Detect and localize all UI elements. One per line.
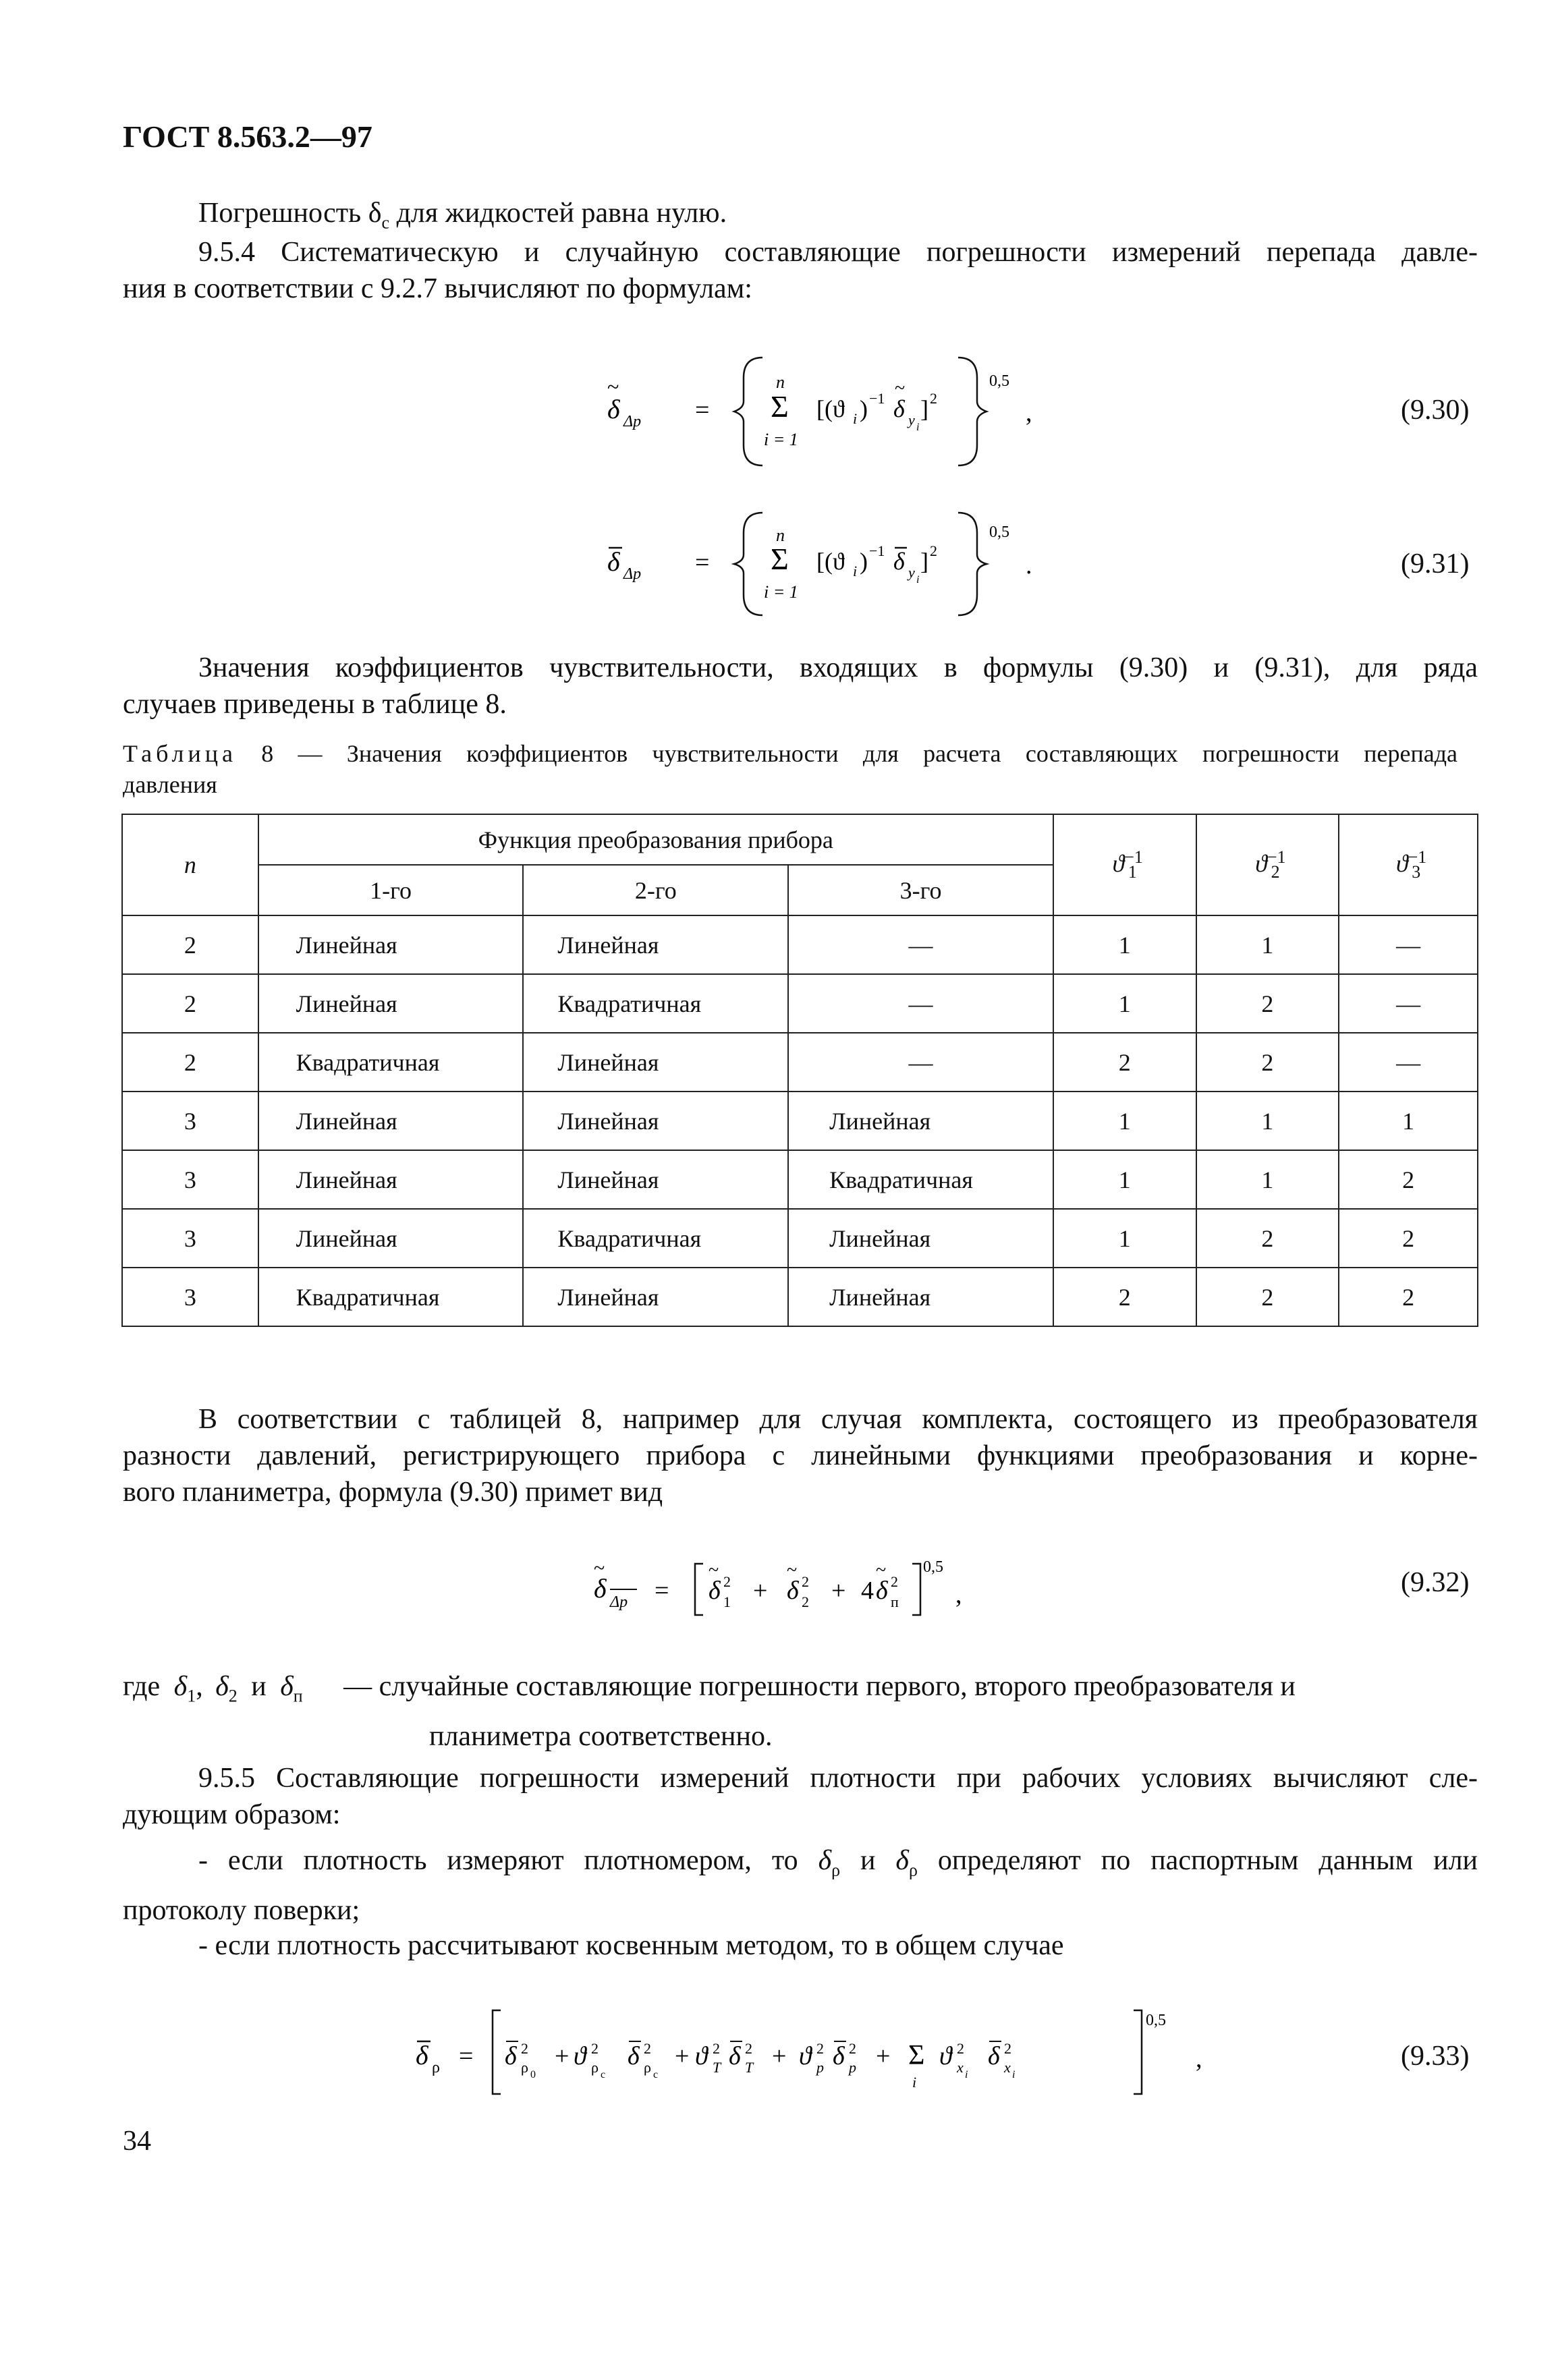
svg-text:~: ~ bbox=[787, 1560, 798, 1581]
eq930-sum-bottom: i = 1 bbox=[764, 430, 798, 449]
table-cell: 2 bbox=[1339, 1150, 1478, 1209]
eq933-power: 0,5 bbox=[1146, 2012, 1166, 2029]
svg-text:2: 2 bbox=[521, 2040, 528, 2057]
svg-text:c: c bbox=[653, 2069, 659, 2080]
svg-text:,: , bbox=[955, 1581, 962, 1609]
table-cell: Линейная bbox=[258, 974, 524, 1033]
table-cell: Линейная bbox=[258, 1150, 524, 1209]
table-cell: 1 bbox=[1053, 1092, 1196, 1150]
svg-text:p: p bbox=[816, 2059, 824, 2076]
paragraph-example-line2: разности давлений, регистрирующего прибора с линейными функциями преобразования и корне- bbox=[123, 1440, 1478, 1471]
svg-text:2: 2 bbox=[591, 2040, 599, 2057]
equation-9-30 bbox=[594, 337, 1080, 472]
svg-text:δ: δ bbox=[729, 2042, 741, 2070]
table-cell: 1 bbox=[1053, 1150, 1196, 1209]
svg-text:δ: δ bbox=[628, 2042, 640, 2070]
svg-text:ϑ: ϑ bbox=[574, 2042, 586, 2070]
table-caption bbox=[123, 738, 1457, 800]
svg-text:2: 2 bbox=[849, 2040, 856, 2057]
table-cell: — bbox=[1339, 1033, 1478, 1092]
table-cell: 2 bbox=[122, 1033, 258, 1092]
table-cell: 2 bbox=[1053, 1268, 1196, 1326]
table-cell: 2 bbox=[1053, 1033, 1196, 1092]
table-cell: Линейная bbox=[523, 1033, 788, 1092]
svg-text:i: i bbox=[965, 2069, 968, 2080]
table-cell: 3 bbox=[122, 1268, 258, 1326]
table-cell: — bbox=[788, 974, 1053, 1033]
svg-text:+: + bbox=[555, 2042, 569, 2070]
svg-text:y: y bbox=[908, 564, 915, 581]
svg-text:2: 2 bbox=[802, 1573, 809, 1590]
table-cell: Квадратичная bbox=[788, 1150, 1053, 1209]
svg-text:ρ: ρ bbox=[521, 2059, 528, 2076]
svg-text:): ) bbox=[860, 548, 868, 575]
svg-text:i: i bbox=[912, 2074, 917, 2091]
svg-text:Σ: Σ bbox=[771, 389, 789, 424]
table-row bbox=[122, 974, 1478, 1033]
table-cell: Линейная bbox=[258, 1209, 524, 1268]
table-cell: Линейная bbox=[523, 1268, 788, 1326]
svg-text:x: x bbox=[1004, 2059, 1011, 2076]
table-row bbox=[122, 1209, 1478, 1268]
svg-text:]: ] bbox=[920, 548, 928, 575]
eq931-sum-top: n bbox=[776, 526, 785, 545]
svg-text:i: i bbox=[853, 563, 858, 579]
svg-text:δ: δ bbox=[594, 1573, 607, 1604]
table-caption-label: Таблица bbox=[123, 740, 237, 767]
svg-text:п: п bbox=[891, 1593, 899, 1610]
svg-text:[(ϑ: [(ϑ bbox=[816, 395, 845, 422]
table-cell: — bbox=[1339, 974, 1478, 1033]
eq932-power: 0,5 bbox=[923, 1558, 943, 1576]
where-prefix: где bbox=[123, 1671, 161, 1702]
svg-text:i: i bbox=[853, 410, 858, 427]
table-cell: Квадратичная bbox=[258, 1268, 524, 1326]
table-cell: 2 bbox=[122, 974, 258, 1033]
document-header: ГОСТ 8.563.2—97 bbox=[123, 119, 372, 154]
svg-text:2: 2 bbox=[816, 2040, 824, 2057]
where-text: — случайные составляющие погрешности первого, второго преобразователя и bbox=[343, 1671, 1296, 1702]
svg-text:δ: δ bbox=[893, 395, 905, 422]
table-caption-line2: давления bbox=[123, 771, 217, 798]
bullet1-a: - если плотность измеряют плотномером, то bbox=[198, 1845, 798, 1876]
page-number: 34 bbox=[123, 2126, 151, 2157]
table-cell: 2 bbox=[1196, 1033, 1339, 1092]
table-cell: 1 bbox=[1339, 1092, 1478, 1150]
table-cell: 3 bbox=[122, 1209, 258, 1268]
svg-text:y: y bbox=[908, 412, 915, 428]
svg-text:~: ~ bbox=[876, 1560, 887, 1581]
where-clause: где $\delta_1$, $\delta_2$ и $\delta_п$ — случайные составляющие погрешности первого, второго преобразователя и bbox=[123, 1671, 1296, 1706]
paragraph-sensitivity-line2: случаев приведены в таблице 8. bbox=[123, 689, 507, 720]
svg-text:i: i bbox=[916, 574, 920, 586]
svg-text:−1: −1 bbox=[869, 542, 885, 559]
paragraph-9-5-5-line1: 9.5.5 Составляющие погрешности измерений плотности при рабочих условиях вычисляют сле- bbox=[198, 1763, 1478, 1794]
svg-text:δ: δ bbox=[708, 1577, 721, 1605]
col-header-theta2: $ϑ^{-1}_2$ bbox=[1196, 814, 1339, 915]
table-8 bbox=[121, 814, 1478, 1327]
where-and: и bbox=[251, 1671, 267, 1702]
table-row bbox=[122, 1150, 1478, 1209]
svg-text:x: x bbox=[957, 2059, 964, 2076]
table-cell: 2 bbox=[1196, 1209, 1339, 1268]
svg-text:=: = bbox=[655, 1577, 669, 1605]
svg-text:+: + bbox=[753, 1577, 768, 1605]
svg-text:δ: δ bbox=[607, 394, 620, 424]
svg-text:ρ: ρ bbox=[591, 2059, 599, 2076]
svg-text:i: i bbox=[1012, 2069, 1016, 2080]
para1-end: для жидкостей равна нулю. bbox=[396, 198, 727, 229]
svg-text:2: 2 bbox=[644, 2040, 651, 2057]
bullet1-b: определяют по паспортным данным или bbox=[937, 1845, 1478, 1876]
eq933-number: (9.33) bbox=[1401, 2041, 1470, 2072]
svg-text:δ: δ bbox=[787, 1577, 799, 1605]
table-cell: Квадратичная bbox=[523, 1209, 788, 1268]
svg-text:Σ: Σ bbox=[908, 2040, 925, 2071]
svg-text:Δp: Δp bbox=[623, 413, 642, 430]
paragraph-example-line1: В соответствии с таблицей 8, например для случая комплекта, состоящего из преобразователя bbox=[198, 1404, 1478, 1435]
svg-text:δ: δ bbox=[988, 2042, 1000, 2070]
bullet1-and: и bbox=[860, 1845, 876, 1876]
table-row bbox=[122, 1092, 1478, 1150]
col-header-theta1: $ϑ^{-1}_1$ bbox=[1053, 814, 1196, 915]
svg-text:ϑ: ϑ bbox=[799, 2042, 812, 2070]
svg-text:2: 2 bbox=[930, 390, 937, 407]
svg-text:+: + bbox=[831, 1577, 846, 1605]
svg-text:ϑ: ϑ bbox=[695, 2042, 708, 2070]
table-cell: Линейная bbox=[523, 1092, 788, 1150]
svg-text:2: 2 bbox=[802, 1593, 809, 1610]
table-cell: 3 bbox=[122, 1092, 258, 1150]
eq931-sum-bottom: i = 1 bbox=[764, 582, 798, 602]
svg-text:i: i bbox=[916, 422, 920, 433]
svg-text:δ: δ bbox=[876, 1577, 888, 1605]
col-header-n: n bbox=[122, 814, 258, 915]
svg-text:c: c bbox=[601, 2069, 606, 2080]
svg-text:[(ϑ: [(ϑ bbox=[816, 548, 845, 575]
svg-text:T: T bbox=[745, 2059, 754, 2076]
table-cell: Линейная bbox=[788, 1209, 1053, 1268]
svg-text:δ: δ bbox=[607, 546, 620, 577]
svg-text:Δp: Δp bbox=[610, 1593, 628, 1611]
svg-text:,: , bbox=[1196, 2045, 1202, 2073]
svg-text:−1: −1 bbox=[869, 390, 885, 407]
svg-text:p: p bbox=[849, 2059, 856, 2076]
bullet-indirect-method: - если плотность рассчитывают косвенным методом, то в общем случае bbox=[198, 1930, 1064, 1961]
svg-text:ρ: ρ bbox=[432, 2059, 440, 2076]
col-header-theta3: $ϑ^{-1}_3$ bbox=[1339, 814, 1478, 915]
eq930-power: 0,5 bbox=[989, 372, 1009, 390]
table-cell: 1 bbox=[1053, 974, 1196, 1033]
paragraph-sensitivity-line1: Значения коэффициентов чувствительности, входящих в формулы (9.30) и (9.31), для ряда bbox=[198, 652, 1478, 683]
bullet-densitometer-line2: протоколу поверки; bbox=[123, 1895, 360, 1926]
svg-text:Δp: Δp bbox=[623, 565, 642, 583]
eq930-sum-top: n bbox=[776, 372, 785, 392]
paragraph-9-5-4-line2: ния в соответствии с 9.2.7 вычисляют по формулам: bbox=[123, 273, 752, 304]
svg-text:2: 2 bbox=[745, 2040, 752, 2057]
svg-text:): ) bbox=[860, 395, 868, 422]
svg-text:2: 2 bbox=[891, 1573, 898, 1590]
svg-text:ϑ: ϑ bbox=[939, 2042, 952, 2070]
eq931-power: 0,5 bbox=[989, 523, 1009, 541]
col-header-2nd: 2-го bbox=[523, 865, 788, 915]
table-cell: 2 bbox=[1196, 1268, 1339, 1326]
table-cell: 2 bbox=[1196, 974, 1339, 1033]
eq931-number: (9.31) bbox=[1401, 548, 1470, 579]
svg-text:2: 2 bbox=[723, 1573, 731, 1590]
table-cell: 1 bbox=[1196, 1150, 1339, 1209]
svg-text:+: + bbox=[876, 2042, 891, 2070]
table-caption-rest: 8 — Значения коэффициентов чувствительности для расчета составляющих погрешности перепада bbox=[261, 740, 1457, 767]
paragraph-9-5-4-line1: 9.5.4 Систематическую и случайную составляющие погрешности измерений перепада давле- bbox=[198, 237, 1478, 268]
table-cell: 1 bbox=[1196, 915, 1339, 974]
table-cell: 1 bbox=[1053, 915, 1196, 974]
svg-text:δ: δ bbox=[416, 2040, 428, 2070]
table-cell: 3 bbox=[122, 1150, 258, 1209]
bullet-densitometer: - если плотность измеряют плотномером, то $\delta_\rho$ и $\delta_\rho$ определяют по паспортным данным или bbox=[198, 1845, 1478, 1880]
svg-text:]: ] bbox=[920, 395, 928, 422]
table-cell: Линейная bbox=[788, 1092, 1053, 1150]
svg-text:4: 4 bbox=[861, 1577, 874, 1605]
svg-text:1: 1 bbox=[723, 1593, 731, 1610]
svg-text:+: + bbox=[675, 2042, 690, 2070]
svg-text:2: 2 bbox=[930, 542, 937, 559]
svg-text:~: ~ bbox=[895, 378, 906, 399]
eq930-number: (9.30) bbox=[1401, 395, 1470, 426]
col-header-function: Функция преобразования прибора bbox=[258, 814, 1053, 865]
para1-sub: c bbox=[381, 213, 390, 233]
table-cell: Линейная bbox=[258, 915, 524, 974]
svg-text:~: ~ bbox=[607, 374, 619, 399]
table-cell: 1 bbox=[1196, 1092, 1339, 1150]
svg-text:,: , bbox=[1026, 399, 1032, 427]
table-cell: — bbox=[1339, 915, 1478, 974]
svg-text:T: T bbox=[713, 2059, 721, 2076]
equation-9-32 bbox=[580, 1545, 1053, 1626]
col-header-3rd: 3-го bbox=[788, 865, 1053, 915]
table-cell: Квадратичная bbox=[523, 974, 788, 1033]
table-cell: Линейная bbox=[258, 1092, 524, 1150]
table-cell: Линейная bbox=[523, 1150, 788, 1209]
table-cell: Линейная bbox=[523, 915, 788, 974]
svg-text:2: 2 bbox=[1004, 2040, 1011, 2057]
svg-text:ρ: ρ bbox=[644, 2059, 651, 2076]
svg-text:0: 0 bbox=[530, 2069, 536, 2080]
table-cell: Квадратичная bbox=[258, 1033, 524, 1092]
eq932-number: (9.32) bbox=[1401, 1567, 1470, 1598]
svg-text:=: = bbox=[459, 2042, 474, 2070]
table-row bbox=[122, 1268, 1478, 1326]
table-cell: 2 bbox=[1339, 1268, 1478, 1326]
table-cell: — bbox=[788, 915, 1053, 974]
svg-text:+: + bbox=[772, 2042, 787, 2070]
svg-text:Σ: Σ bbox=[771, 542, 789, 576]
svg-text:=: = bbox=[695, 548, 710, 577]
equation-9-33 bbox=[402, 1997, 1279, 2105]
svg-text:δ: δ bbox=[833, 2042, 845, 2070]
svg-text:2: 2 bbox=[957, 2040, 964, 2057]
table-cell: 1 bbox=[1053, 1209, 1196, 1268]
table-cell: 2 bbox=[1339, 1209, 1478, 1268]
table-cell: Линейная bbox=[788, 1268, 1053, 1326]
table-row bbox=[122, 915, 1478, 974]
table-cell: — bbox=[788, 1033, 1053, 1092]
table-row bbox=[122, 1033, 1478, 1092]
equation-9-31 bbox=[594, 499, 1080, 621]
paragraph-9-5-5-line2: дующим образом: bbox=[123, 1799, 341, 1830]
svg-text:=: = bbox=[695, 396, 710, 424]
paragraph-error-liquids bbox=[198, 196, 727, 240]
svg-text:~: ~ bbox=[708, 1560, 719, 1581]
svg-text:2: 2 bbox=[713, 2040, 720, 2057]
table-cell: 2 bbox=[122, 915, 258, 974]
paragraph-example-line3: вого планиметра, формула (9.30) примет вид bbox=[123, 1477, 663, 1508]
svg-text:.: . bbox=[1026, 551, 1032, 579]
svg-text:~: ~ bbox=[594, 1557, 605, 1579]
svg-text:δ: δ bbox=[505, 2042, 517, 2070]
col-header-1st: 1-го bbox=[258, 865, 524, 915]
svg-text:δ: δ bbox=[893, 548, 905, 575]
where-clause-line2: планиметра соответственно. bbox=[429, 1721, 773, 1752]
para1-text: Погрешность δ bbox=[198, 198, 382, 229]
